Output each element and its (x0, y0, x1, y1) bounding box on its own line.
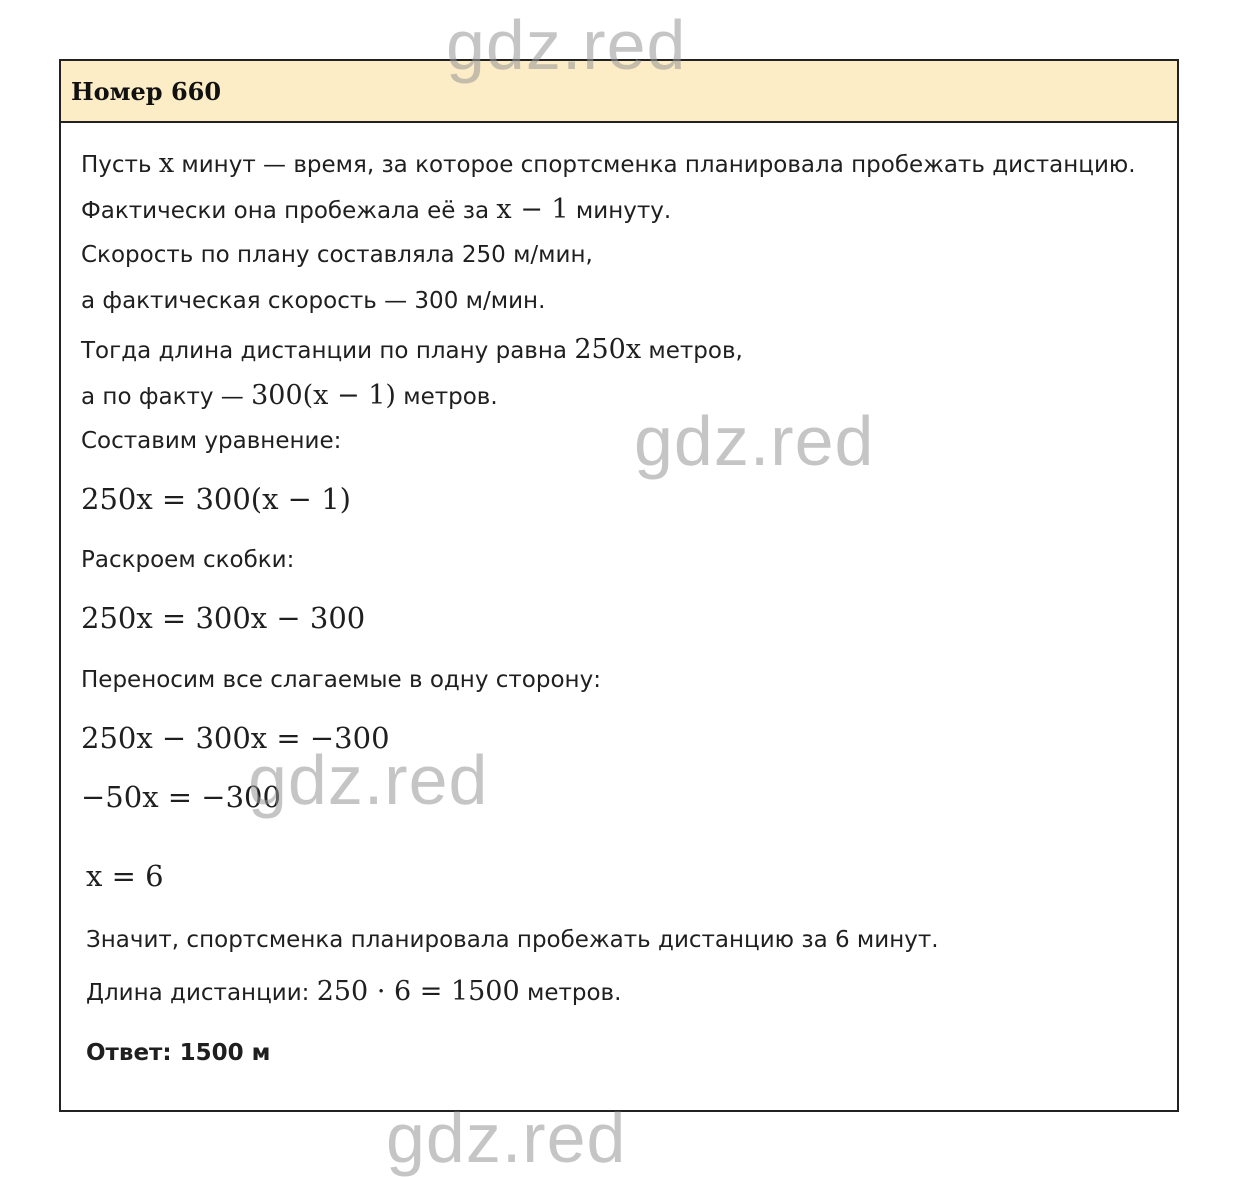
solution-line-4: а фактическая скорость — 300 м/мин. (81, 288, 546, 314)
equation-2: 250x = 300x − 300 (81, 601, 366, 635)
solution-line-9: Переносим все слагаемые в одну сторону: (81, 667, 601, 693)
solution-line-1 (81, 150, 1136, 177)
math-inline: 250x (574, 334, 642, 365)
solution-line-8: Раскроем скобки: (81, 547, 295, 573)
equation-1: 250x = 300(x − 1) (81, 482, 351, 516)
solution-line-11 (86, 978, 621, 1005)
solution-line-5 (81, 336, 743, 363)
text-segment: Длина дистанции: (86, 980, 317, 1006)
text-segment: минуту. (568, 198, 672, 224)
text-segment: Фактически она пробежала её за (81, 198, 497, 224)
math-inline: 300(x − 1) (251, 380, 396, 411)
text-segment: метров. (519, 980, 622, 1006)
equation-4: −50x = −300 (81, 780, 281, 814)
text-segment: Пусть (81, 152, 159, 178)
solution-line-2 (81, 196, 671, 223)
watermark-middle: gdz.red (634, 402, 875, 480)
text-segment: Тогда длина дистанции по плану равна (81, 338, 575, 364)
equation-5: x = 6 (86, 859, 164, 893)
text-segment: метров, (641, 338, 743, 364)
answer-line: Ответ: 1500 м (86, 1040, 271, 1066)
watermark-lower: gdz.red (248, 741, 489, 819)
watermark-bottom: gdz.red (386, 1099, 627, 1177)
equation-3: 250x − 300x = −300 (81, 721, 390, 755)
watermark-top: gdz.red (446, 6, 687, 84)
solution-line-3: Скорость по плану составляла 250 м/мин, (81, 242, 593, 268)
text-segment: а по факту — (81, 384, 252, 410)
solution-line-6 (81, 382, 498, 409)
math-inline: x − 1 (496, 194, 569, 225)
solution-line-10: Значит, спортсменка планировала пробежать дистанцию за 6 минут. (86, 927, 939, 953)
text-segment: метров. (395, 384, 498, 410)
math-inline: x (158, 148, 175, 179)
math-inline: 250 · 6 = 1500 (316, 976, 520, 1007)
solution-line-7: Составим уравнение: (81, 428, 342, 454)
text-segment: минут — время, за которое спортсменка планировала пробежать дистанцию. (174, 152, 1136, 178)
page-title: Номер 660 (71, 76, 222, 106)
